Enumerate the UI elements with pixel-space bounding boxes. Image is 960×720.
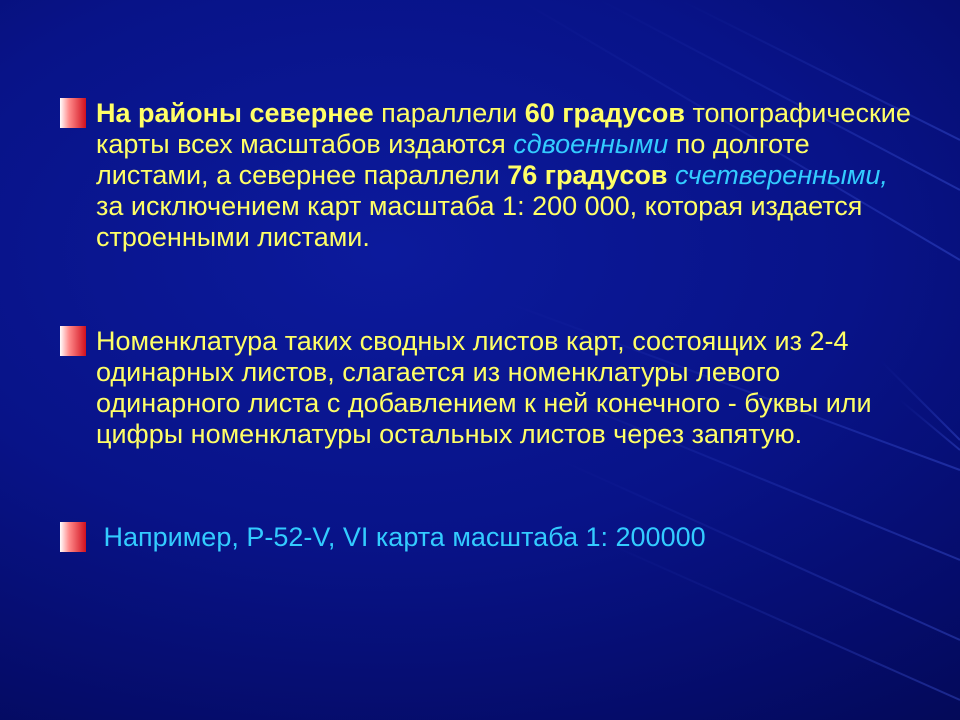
phrase-north-regions: На районы севернее xyxy=(96,98,374,128)
bullet-2 xyxy=(60,326,86,356)
bullet-3 xyxy=(60,522,86,552)
paragraph-northern-latitudes xyxy=(96,98,916,253)
bullet-1 xyxy=(60,98,86,128)
red-gradient-square-icon xyxy=(60,522,86,552)
paragraph-nomenclature: Номенклатура таких сводных листов карт, состоящих из 2-4 одинарных листов, слагается из номенклатуры левого одинарного листа с добавлением к ней конечного - буквы или цифры номенклатуры остальных листов через запятую. xyxy=(96,326,872,449)
red-gradient-square-icon xyxy=(60,326,86,356)
phrase-doubled: сдвоенными xyxy=(513,129,669,159)
text-segment: за исключением карт масштаба 1: 200 000, которая издается строенными листами. xyxy=(96,191,863,252)
red-gradient-square-icon xyxy=(60,98,86,128)
paragraph-example: Например, P-52-V, VI карта масштаба 1: 200000 xyxy=(96,522,706,552)
phrase-60-degrees: 60 градусов xyxy=(524,98,685,128)
phrase-76-degrees: 76 градусов xyxy=(507,160,668,190)
text-segment: топографические карты всех масштабов издаются xyxy=(96,98,911,159)
text-segment xyxy=(667,160,675,190)
phrase-quadrupled: счетверенными, xyxy=(674,160,888,190)
text-segment: по долготе листами, а севернее параллели xyxy=(96,129,810,190)
text-segment: параллели xyxy=(373,98,525,128)
